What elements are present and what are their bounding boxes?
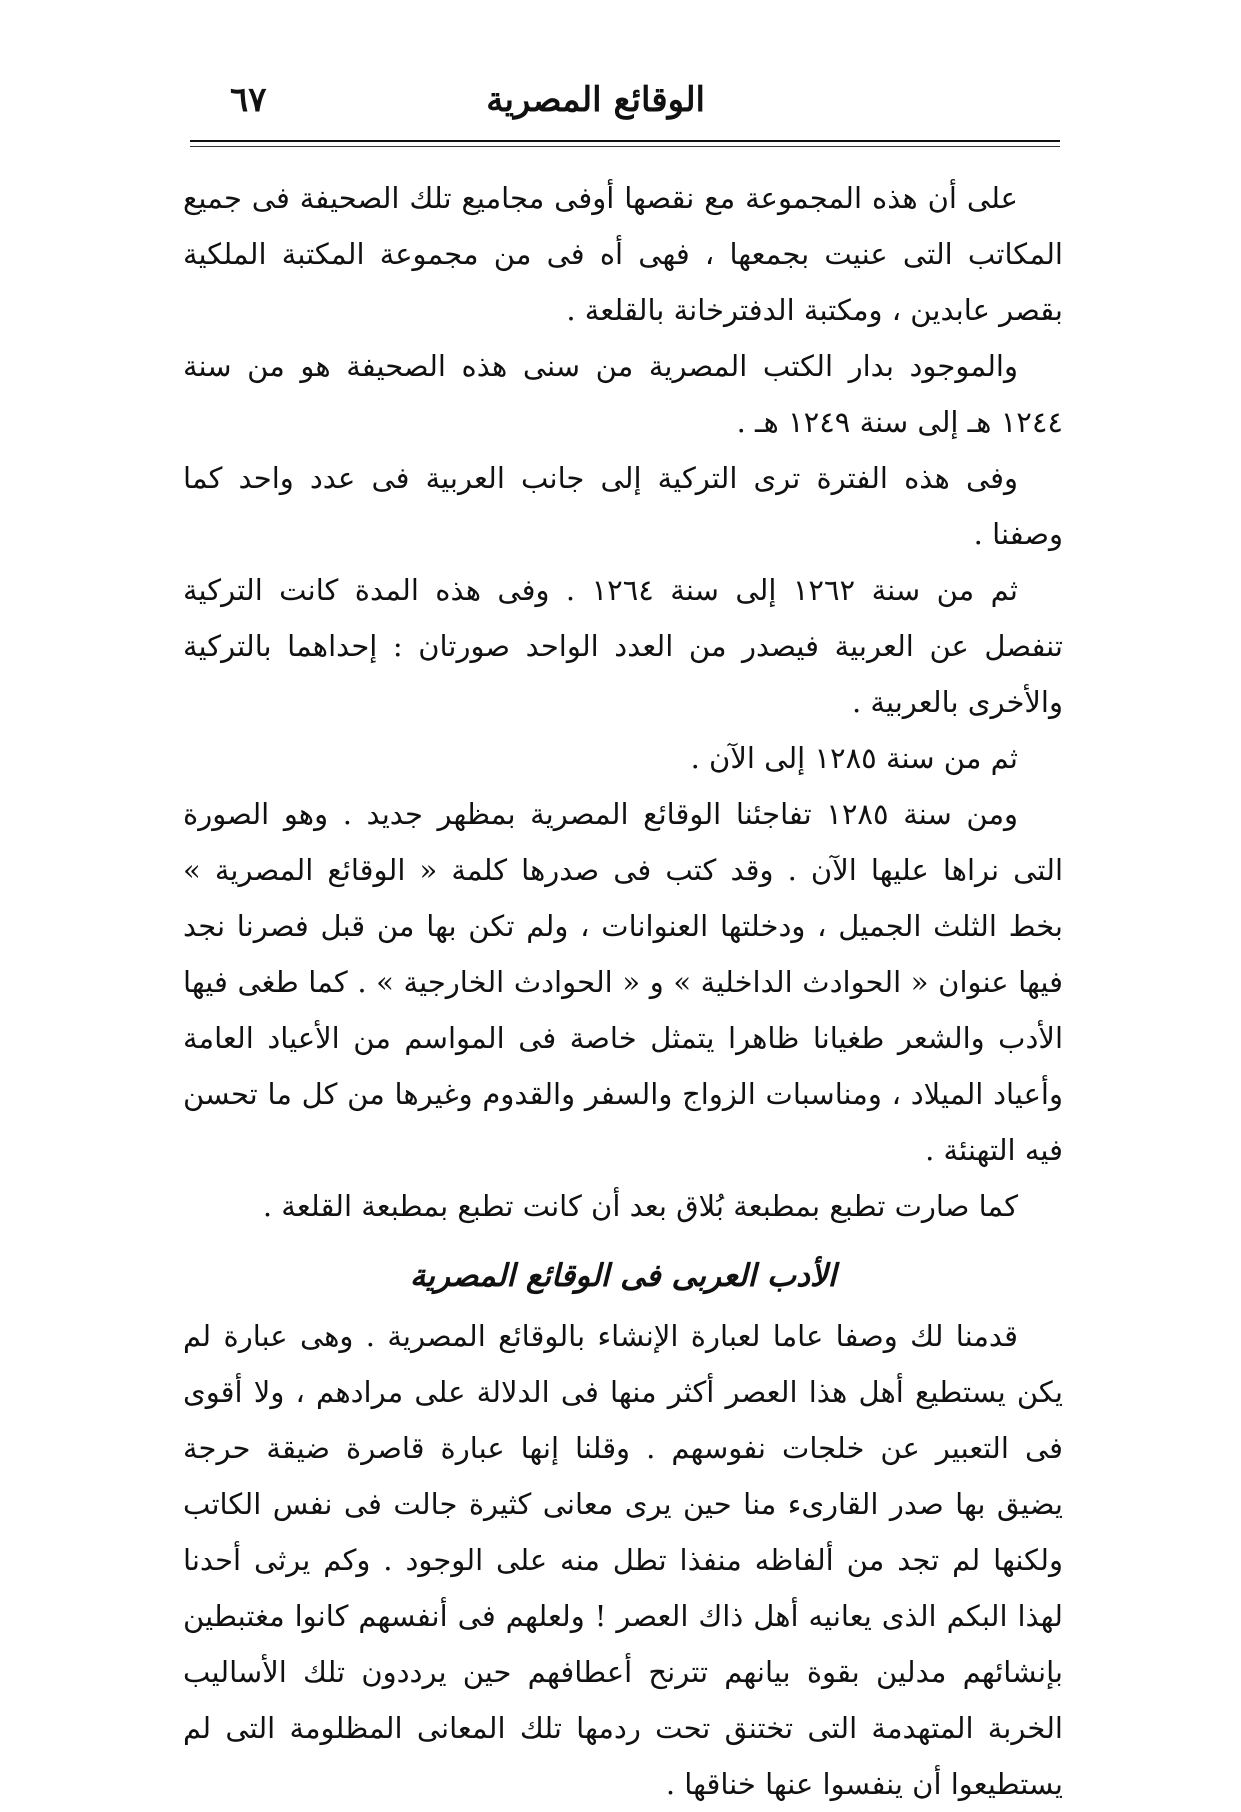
page-header (190, 70, 1060, 140)
paragraph-8: قدمنا لك وصفا عاما لعبارة الإنشاء بالوقائع المصرية . وهى عبارة لم يكن يستطيع أهل هذا العصر أكثر منها فى الدلالة على مرادهم ، ولا أقوى فى التعبير عن خلجات نفوسهم . وقلنا إنها عبارة قاصرة ضيقة حرجة يضيق بها صدر القارىء منا حين يرى معانى كثيرة جالت فى نفس الكاتب ولكنها لم تجد من ألفاظه منفذا تطل منه على الوجود . وكم يرثى أحدنا لهذا البكم الذى يعانيه أهل ذاك العصر ! ولعلهم فى أنفسهم كانوا مغتبطين بإنشائهم مدلين بقوة بيانهم تترنح أعطافهم حين يرددون تلك الأساليب الخربة المتهدمة التى تختنق تحت ردمها تلك المعانى المظلومة التى لم يستطيعوا أن ينفسوا عنها خناقها . (183, 1319, 1063, 1801)
paragraph-7: كما صارت تطبع بمطبعة بُلاق بعد أن كانت تطبع بمطبعة القلعة . (262, 1189, 1018, 1223)
section-heading: الأدب العربى فى الوقائع المصرية (409, 1258, 837, 1294)
paragraph-5: ثم من سنة ١٢٨٥ إلى الآن . (690, 741, 1018, 775)
paragraph-6: ومن سنة ١٢٨٥ تفاجئنا الوقائع المصرية بمظهر جديد . وهو الصورة التى نراها عليها الآن . وقد كتب فى صدرها كلمة « الوقائع المصرية » بخط الثلث الجميل ، ودخلتها العنوانات ، ولم تكن بها من قبل فصرنا نجد فيها عنوان « الحوادث الداخلية » و « الحوادث الخارجية » . كما طغى فيها الأدب والشعر طغيانا ظاهرا يتمثل خاصة فى المواسم من الأعياد العامة وأعياد الميلاد ، ومناسبات الزواج والسفر والقدوم وغيرها من كل ما تحسن فيه التهنئة . (183, 797, 1063, 1167)
paragraph-3: وفى هذه الفترة ترى التركية إلى جانب العربية فى عدد واحد كما وصفنا . (183, 461, 1063, 551)
header-rule (190, 140, 1060, 142)
paragraph-2: والموجود بدار الكتب المصرية من سنى هذه الصحيفة هو من سنة ١٢٤٤ هـ إلى سنة ١٢٤٩ هـ . (183, 349, 1063, 439)
running-title: الوقائع المصرية (486, 80, 705, 120)
header-rule-thin (190, 146, 1060, 147)
body-text (183, 170, 1063, 1812)
paragraph-4: ثم من سنة ١٢٦٢ إلى سنة ١٢٦٤ . وفى هذه المدة كانت التركية تنفصل عن العربية فيصدر من العدد الواحد صورتان : إحداهما بالتركية والأخرى بالعربية . (183, 573, 1063, 719)
paragraph-1: على أن هذه المجموعة مع نقصها أوفى مجاميع تلك الصحيفة فى جميع المكاتب التى عنيت بجمعها ، فهى أ‌ه فى من مجموعة المكتبة الملكية بقصر عابدين ، ومكتبة الدفترخانة بالقلعة . (183, 181, 1063, 327)
page-number: ٦٧ (230, 80, 267, 120)
